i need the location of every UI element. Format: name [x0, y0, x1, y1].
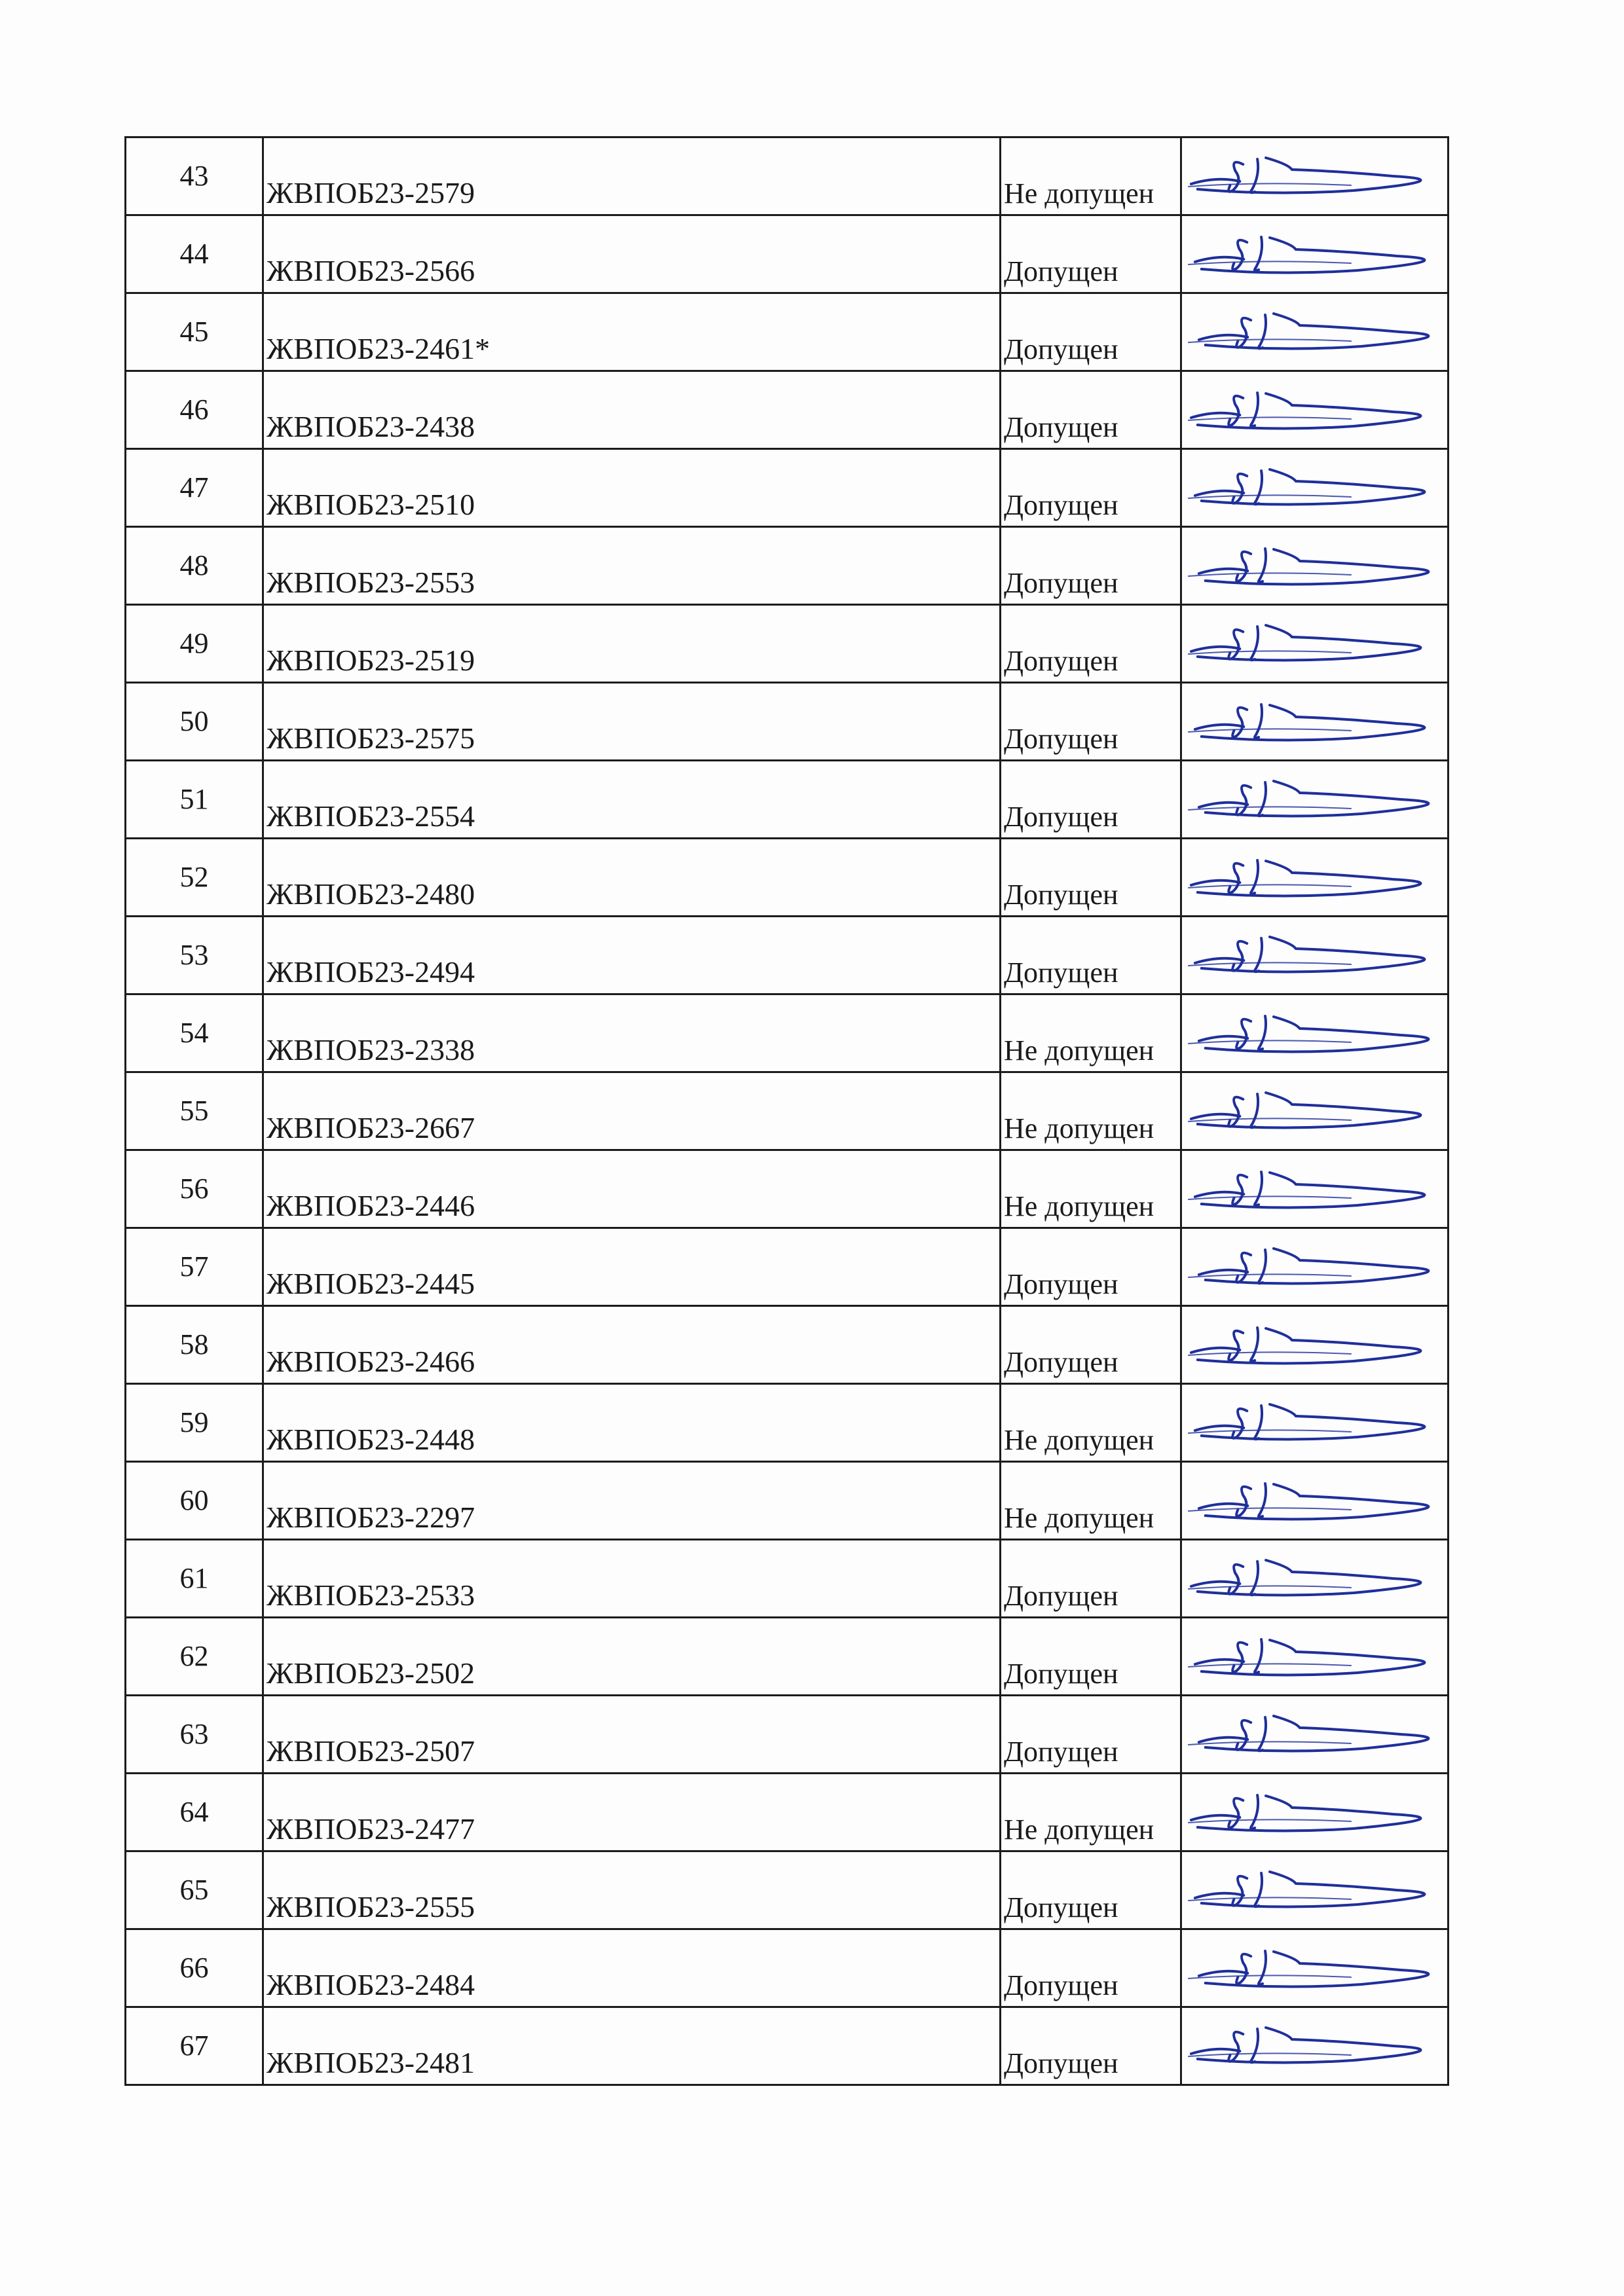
row-number-cell — [126, 449, 263, 527]
handwritten-signature-icon — [1182, 1930, 1447, 2006]
admission-status: Допущен — [1004, 333, 1118, 365]
signature-cell — [1181, 994, 1449, 1072]
handwritten-signature-icon — [1182, 1229, 1447, 1305]
applicant-code-cell — [263, 1306, 1001, 1384]
handwritten-signature-icon — [1182, 1463, 1447, 1539]
handwritten-signature-icon — [1182, 450, 1447, 526]
applicant-code: ЖВПОБ23-2445 — [267, 1267, 475, 1300]
row-number: 47 — [179, 471, 209, 503]
row-number: 43 — [179, 160, 209, 192]
handwritten-signature-icon — [1182, 2008, 1447, 2084]
row-number-cell — [126, 839, 263, 917]
table-row — [126, 371, 1449, 449]
applicant-code-cell — [263, 371, 1001, 449]
handwritten-signature-icon — [1182, 761, 1447, 837]
handwritten-signature-icon — [1182, 1385, 1447, 1461]
admission-status-cell — [1001, 137, 1181, 215]
row-number: 54 — [179, 1017, 209, 1049]
table-row — [126, 527, 1449, 605]
row-number: 53 — [179, 939, 209, 971]
admission-status: Допущен — [1004, 723, 1118, 755]
table-row — [126, 1696, 1449, 1774]
applicant-code-cell — [263, 1618, 1001, 1696]
row-number: 57 — [179, 1250, 209, 1283]
admission-status-cell — [1001, 761, 1181, 839]
admission-status: Допущен — [1004, 1346, 1118, 1378]
handwritten-signature-icon — [1182, 1774, 1447, 1850]
row-number-cell — [126, 371, 263, 449]
row-number-cell — [126, 761, 263, 839]
admission-status: Допущен — [1004, 255, 1118, 287]
applicant-code: ЖВПОБ23-2553 — [267, 566, 475, 599]
row-number: 52 — [179, 861, 209, 893]
table-row — [126, 1618, 1449, 1696]
admission-status: Допущен — [1004, 1580, 1118, 1612]
signature-cell — [1181, 1072, 1449, 1150]
row-number: 64 — [179, 1796, 209, 1828]
admission-status: Не допущен — [1004, 1034, 1154, 1066]
applicant-code-cell — [263, 1774, 1001, 1851]
admission-status-cell — [1001, 2007, 1181, 2085]
admission-status: Допущен — [1004, 1969, 1118, 2001]
applicant-code-cell — [263, 917, 1001, 994]
table-body — [126, 137, 1449, 2085]
admission-status-cell — [1001, 1150, 1181, 1228]
handwritten-signature-icon — [1182, 216, 1447, 292]
applicant-code-cell — [263, 137, 1001, 215]
admission-status: Допущен — [1004, 1268, 1118, 1300]
applicant-code: ЖВПОБ23-2481 — [267, 2046, 475, 2079]
admission-status-cell — [1001, 605, 1181, 683]
admission-status-cell — [1001, 1851, 1181, 1929]
admission-status-cell — [1001, 1228, 1181, 1306]
row-number-cell — [126, 1618, 263, 1696]
applicant-code: ЖВПОБ23-2338 — [267, 1033, 475, 1066]
admission-status-cell — [1001, 1462, 1181, 1540]
table-row — [126, 449, 1449, 527]
table-row — [126, 1228, 1449, 1306]
row-number: 63 — [179, 1718, 209, 1750]
applicant-code: ЖВПОБ23-2555 — [267, 1890, 475, 1923]
applicant-code-cell — [263, 1384, 1001, 1462]
table-row — [126, 683, 1449, 761]
row-number: 56 — [179, 1173, 209, 1205]
applicant-code-cell — [263, 839, 1001, 917]
row-number-cell — [126, 293, 263, 371]
applicant-code: ЖВПОБ23-2519 — [267, 644, 475, 677]
handwritten-signature-icon — [1182, 1696, 1447, 1772]
applicant-code: ЖВПОБ23-2667 — [267, 1111, 475, 1144]
admission-results-table — [124, 136, 1449, 2086]
row-number: 60 — [179, 1484, 209, 1516]
handwritten-signature-icon — [1182, 606, 1447, 682]
table-row — [126, 761, 1449, 839]
applicant-code: ЖВПОБ23-2554 — [267, 799, 475, 833]
handwritten-signature-icon — [1182, 372, 1447, 448]
table-row — [126, 839, 1449, 917]
applicant-code: ЖВПОБ23-2480 — [267, 877, 475, 911]
row-number: 62 — [179, 1640, 209, 1672]
applicant-code: ЖВПОБ23-2297 — [267, 1501, 475, 1534]
admission-status: Допущен — [1004, 801, 1118, 833]
table-row — [126, 1540, 1449, 1618]
applicant-code: ЖВПОБ23-2579 — [267, 176, 475, 210]
applicant-code-cell — [263, 605, 1001, 683]
signature-cell — [1181, 2007, 1449, 2085]
applicant-code-cell — [263, 1696, 1001, 1774]
table-row — [126, 1150, 1449, 1228]
applicant-code: ЖВПОБ23-2507 — [267, 1734, 475, 1768]
row-number-cell — [126, 1851, 263, 1929]
signature-cell — [1181, 1851, 1449, 1929]
table-row — [126, 1929, 1449, 2007]
admission-status-cell — [1001, 1072, 1181, 1150]
applicant-code: ЖВПОБ23-2484 — [267, 1968, 475, 2001]
admission-status: Допущен — [1004, 879, 1118, 911]
applicant-code: ЖВПОБ23-2446 — [267, 1189, 475, 1222]
row-number-cell — [126, 1150, 263, 1228]
applicant-code: ЖВПОБ23-2510 — [267, 488, 475, 521]
admission-status-cell — [1001, 449, 1181, 527]
applicant-code: ЖВПОБ23-2575 — [267, 721, 475, 755]
row-number: 67 — [179, 2030, 209, 2062]
admission-status: Допущен — [1004, 411, 1118, 443]
applicant-code: ЖВПОБ23-2494 — [267, 955, 475, 989]
applicant-code-cell — [263, 994, 1001, 1072]
handwritten-signature-icon — [1182, 683, 1447, 759]
admission-status-cell — [1001, 215, 1181, 293]
admission-status: Не допущен — [1004, 1112, 1154, 1144]
applicant-code: ЖВПОБ23-2502 — [267, 1656, 475, 1690]
admission-status-cell — [1001, 994, 1181, 1072]
signature-cell — [1181, 683, 1449, 761]
handwritten-signature-icon — [1182, 839, 1447, 915]
table-row — [126, 1306, 1449, 1384]
row-number: 50 — [179, 705, 209, 737]
table-row — [126, 215, 1449, 293]
signature-cell — [1181, 1540, 1449, 1618]
row-number: 49 — [179, 627, 209, 659]
signature-cell — [1181, 917, 1449, 994]
admission-status: Не допущен — [1004, 1190, 1154, 1222]
row-number-cell — [126, 917, 263, 994]
signature-cell — [1181, 137, 1449, 215]
row-number-cell — [126, 605, 263, 683]
admission-status-cell — [1001, 527, 1181, 605]
signature-cell — [1181, 527, 1449, 605]
row-number: 45 — [179, 316, 209, 348]
signature-cell — [1181, 839, 1449, 917]
signature-cell — [1181, 1228, 1449, 1306]
row-number: 66 — [179, 1952, 209, 1984]
row-number-cell — [126, 1384, 263, 1462]
row-number-cell — [126, 527, 263, 605]
signature-cell — [1181, 1306, 1449, 1384]
admission-status-cell — [1001, 839, 1181, 917]
handwritten-signature-icon — [1182, 1852, 1447, 1928]
table-row — [126, 1072, 1449, 1150]
signature-cell — [1181, 449, 1449, 527]
applicant-code: ЖВПОБ23-2466 — [267, 1345, 475, 1378]
row-number-cell — [126, 2007, 263, 2085]
handwritten-signature-icon — [1182, 294, 1447, 370]
applicant-code-cell — [263, 1851, 1001, 1929]
applicant-code: ЖВПОБ23-2461* — [267, 332, 490, 365]
row-number-cell — [126, 1072, 263, 1150]
applicant-code-cell — [263, 527, 1001, 605]
admission-status: Не допущен — [1004, 1502, 1154, 1534]
signature-cell — [1181, 1150, 1449, 1228]
table-row — [126, 917, 1449, 994]
admission-status-cell — [1001, 1540, 1181, 1618]
applicant-code: ЖВПОБ23-2566 — [267, 254, 475, 287]
signature-cell — [1181, 293, 1449, 371]
row-number: 65 — [179, 1874, 209, 1906]
signature-cell — [1181, 1929, 1449, 2007]
admission-status-cell — [1001, 1306, 1181, 1384]
admission-status: Допущен — [1004, 1736, 1118, 1768]
handwritten-signature-icon — [1182, 1073, 1447, 1149]
applicant-code: ЖВПОБ23-2438 — [267, 410, 475, 443]
table-row — [126, 1462, 1449, 1540]
row-number: 48 — [179, 549, 209, 581]
admission-status-cell — [1001, 371, 1181, 449]
admission-status-cell — [1001, 1929, 1181, 2007]
row-number: 51 — [179, 783, 209, 815]
applicant-code-cell — [263, 449, 1001, 527]
row-number-cell — [126, 1228, 263, 1306]
row-number-cell — [126, 137, 263, 215]
table-row — [126, 1384, 1449, 1462]
applicant-code-cell — [263, 1929, 1001, 2007]
admission-status: Допущен — [1004, 1891, 1118, 1923]
admission-status: Допущен — [1004, 957, 1118, 989]
handwritten-signature-icon — [1182, 1540, 1447, 1616]
handwritten-signature-icon — [1182, 1618, 1447, 1694]
handwritten-signature-icon — [1182, 528, 1447, 604]
row-number: 59 — [179, 1406, 209, 1438]
row-number-cell — [126, 215, 263, 293]
row-number: 46 — [179, 393, 209, 426]
handwritten-signature-icon — [1182, 1151, 1447, 1227]
applicant-code-cell — [263, 683, 1001, 761]
row-number: 61 — [179, 1562, 209, 1594]
table-row — [126, 2007, 1449, 2085]
row-number-cell — [126, 1774, 263, 1851]
row-number-cell — [126, 994, 263, 1072]
admission-status: Допущен — [1004, 489, 1118, 521]
signature-cell — [1181, 1774, 1449, 1851]
admission-status-cell — [1001, 1696, 1181, 1774]
applicant-code-cell — [263, 2007, 1001, 2085]
applicant-code-cell — [263, 761, 1001, 839]
applicant-code-cell — [263, 1540, 1001, 1618]
applicant-code-cell — [263, 1072, 1001, 1150]
handwritten-signature-icon — [1182, 1307, 1447, 1383]
admission-status: Допущен — [1004, 1658, 1118, 1690]
handwritten-signature-icon — [1182, 917, 1447, 993]
applicant-code-cell — [263, 1462, 1001, 1540]
table-row — [126, 293, 1449, 371]
table-row — [126, 994, 1449, 1072]
handwritten-signature-icon — [1182, 995, 1447, 1071]
applicant-code: ЖВПОБ23-2477 — [267, 1812, 475, 1846]
admission-status-cell — [1001, 1774, 1181, 1851]
table-row — [126, 1774, 1449, 1851]
table-row — [126, 137, 1449, 215]
signature-cell — [1181, 761, 1449, 839]
admission-status-cell — [1001, 1384, 1181, 1462]
admission-status-cell — [1001, 917, 1181, 994]
handwritten-signature-icon — [1182, 138, 1447, 214]
row-number-cell — [126, 1929, 263, 2007]
admission-status: Не допущен — [1004, 1424, 1154, 1456]
row-number: 44 — [179, 238, 209, 270]
applicant-code-cell — [263, 1228, 1001, 1306]
row-number-cell — [126, 1306, 263, 1384]
table-row — [126, 605, 1449, 683]
row-number: 55 — [179, 1095, 209, 1127]
admission-status: Допущен — [1004, 645, 1118, 677]
row-number-cell — [126, 683, 263, 761]
row-number-cell — [126, 1696, 263, 1774]
table-row — [126, 1851, 1449, 1929]
admission-status-cell — [1001, 293, 1181, 371]
admission-status: Не допущен — [1004, 177, 1154, 210]
applicant-code-cell — [263, 1150, 1001, 1228]
admission-status: Допущен — [1004, 2047, 1118, 2079]
signature-cell — [1181, 1384, 1449, 1462]
applicant-code: ЖВПОБ23-2448 — [267, 1423, 475, 1456]
row-number-cell — [126, 1540, 263, 1618]
signature-cell — [1181, 1618, 1449, 1696]
admission-status: Не допущен — [1004, 1813, 1154, 1846]
applicant-code-cell — [263, 215, 1001, 293]
row-number: 58 — [179, 1328, 209, 1360]
signature-cell — [1181, 605, 1449, 683]
admission-status: Допущен — [1004, 567, 1118, 599]
signature-cell — [1181, 1696, 1449, 1774]
signature-cell — [1181, 215, 1449, 293]
signature-cell — [1181, 371, 1449, 449]
applicant-code: ЖВПОБ23-2533 — [267, 1578, 475, 1612]
admission-status-cell — [1001, 1618, 1181, 1696]
row-number-cell — [126, 1462, 263, 1540]
signature-cell — [1181, 1462, 1449, 1540]
applicant-code-cell — [263, 293, 1001, 371]
admission-status-cell — [1001, 683, 1181, 761]
